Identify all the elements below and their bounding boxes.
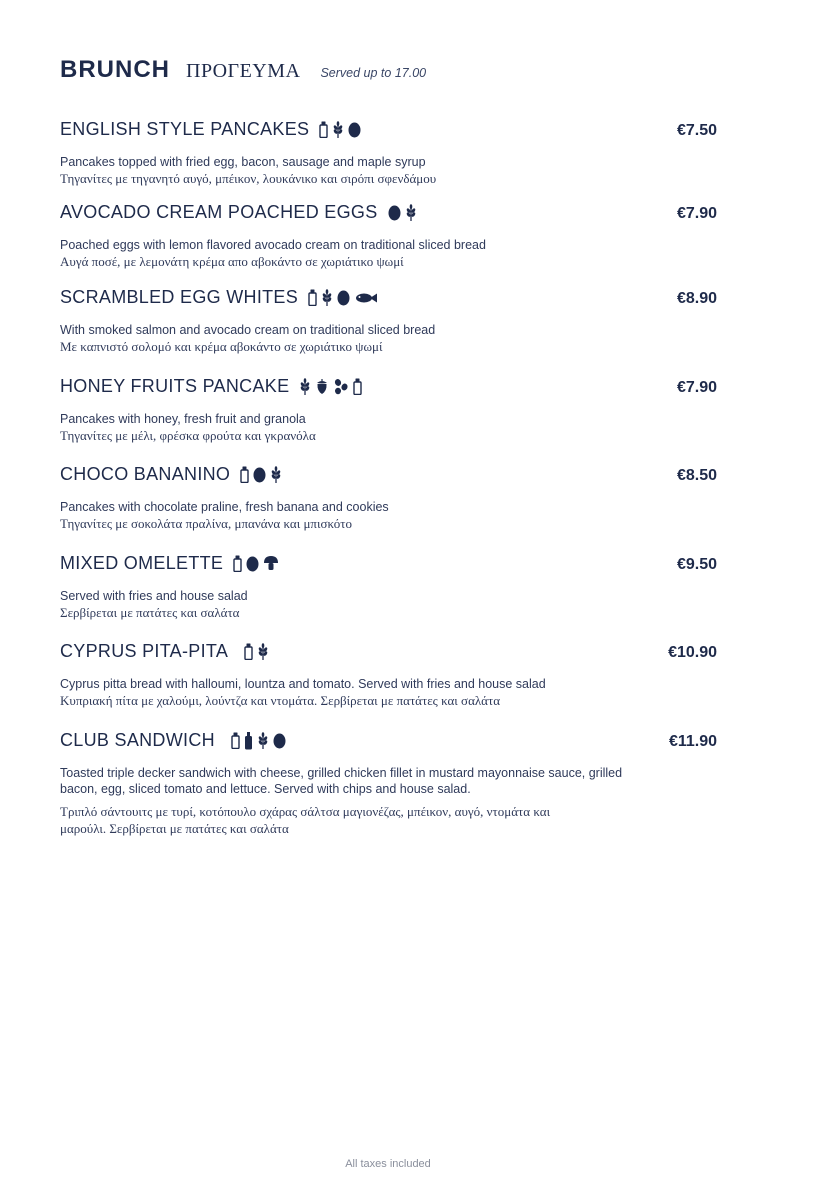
allergen-icons xyxy=(240,466,282,484)
section-title: BRUNCH xyxy=(60,56,170,83)
mushroom-icon xyxy=(263,555,279,572)
menu-item xyxy=(60,287,740,355)
section-title-greek: ΠΡΟΓΕΥΜΑ xyxy=(186,60,301,82)
item-description-en: Pancakes with chocolate praline, fresh banana and cookies xyxy=(60,500,389,514)
egg-icon xyxy=(337,289,350,306)
item-price: €11.90 xyxy=(668,733,717,750)
menu-item xyxy=(60,202,740,270)
item-description-gr: Αυγά ποσέ, με λεμονάτη κρέμα απο αβοκάντο σε χωριάτικο ψωμί xyxy=(60,254,404,269)
tax-note: All taxes included xyxy=(345,1158,431,1170)
item-description-gr: Με καπνιστό σολομό και κρέμα αβοκάντο σε χωριάτικο ψωμί xyxy=(60,339,383,354)
gluten-icon xyxy=(405,204,417,222)
dairy-icon xyxy=(244,643,253,660)
item-price: €7.90 xyxy=(676,205,717,222)
gluten-icon xyxy=(257,732,269,750)
item-price: €7.90 xyxy=(676,379,717,396)
menu-item xyxy=(60,730,740,837)
dairy-icon xyxy=(319,121,328,138)
item-description-en: Pancakes topped with fried egg, bacon, sausage and maple syrup xyxy=(60,155,426,169)
item-price: €10.90 xyxy=(668,644,717,661)
item-description-en: Poached eggs with lemon flavored avocado cream on traditional sliced bread xyxy=(60,238,486,252)
item-description-gr: Τριπλό σάντουιτς με τυρί, κοτόπουλο σχάρας σάλτσα μαγιονέζας, μπέικον, αυγό, ντομάτα και μαρούλι. Σερβίρεται με πατάτες και σαλάτα xyxy=(60,804,551,836)
dairy-icon xyxy=(240,466,249,483)
seeds-icon xyxy=(333,378,349,395)
item-description-gr: Κυπριακή πίτα με χαλούμι, λούντζα και ντομάτα. Σερβίρεται με πατάτες και σαλάτα xyxy=(60,693,501,708)
dairy-icon xyxy=(233,555,242,572)
item-price: €8.90 xyxy=(676,290,717,307)
gluten-icon xyxy=(257,643,269,661)
allergen-icons xyxy=(299,378,362,396)
mustard-icon xyxy=(244,732,253,750)
dairy-icon xyxy=(231,732,240,749)
fish-icon xyxy=(354,291,378,305)
item-name: CHOCO BANANINO xyxy=(60,464,231,484)
item-description-gr: Τηγανίτες με σοκολάτα πραλίνα, μπανάνα και μπισκότο xyxy=(60,516,352,531)
egg-icon xyxy=(253,466,266,483)
item-price: €8.50 xyxy=(676,467,717,484)
gluten-icon xyxy=(332,121,344,139)
item-price: €9.50 xyxy=(676,556,717,573)
item-name: CYPRUS PITA-PITA xyxy=(60,641,229,661)
item-name: ENGLISH STYLE PANCAKES xyxy=(60,119,310,139)
menu-item xyxy=(60,641,740,709)
menu-item xyxy=(60,464,740,532)
egg-icon xyxy=(246,555,259,572)
menu-header xyxy=(60,56,426,84)
item-price: €7.50 xyxy=(676,122,717,139)
allergen-icons xyxy=(244,643,269,661)
gluten-icon xyxy=(299,378,311,396)
egg-icon xyxy=(388,204,401,221)
dairy-icon xyxy=(353,378,362,395)
gluten-icon xyxy=(270,466,282,484)
dairy-icon xyxy=(308,289,317,306)
item-name: MIXED OMELETTE xyxy=(60,553,224,573)
allergen-icons xyxy=(231,732,286,750)
item-description-gr: Τηγανίτες με μέλι, φρέσκα φρούτα και γκρανόλα xyxy=(60,428,316,443)
item-name: SCRAMBLED EGG WHITES xyxy=(60,287,299,307)
menu-item xyxy=(60,553,740,621)
item-description-en: Pancakes with honey, fresh fruit and granola xyxy=(60,412,306,426)
allergen-icons xyxy=(319,121,361,139)
item-description-en: Cyprus pitta bread with halloumi, lountza and tomato. Served with fries and house salad xyxy=(60,677,546,691)
item-name: AVOCADO CREAM POACHED EGGS xyxy=(60,202,378,222)
allergen-icons xyxy=(308,289,378,307)
allergen-icons xyxy=(388,204,417,222)
nuts-icon xyxy=(315,378,329,395)
item-name: HONEY FRUITS PANCAKE xyxy=(60,376,290,396)
item-description-en: Served with fries and house salad xyxy=(60,589,248,603)
item-description-en: Toasted triple decker sandwich with cheese, grilled chicken fillet in mustard mayonnaise sauce, grilled bacon, egg, sliced tomato and lettuce. Served with chips and house salad. xyxy=(60,766,623,796)
item-description-gr: Τηγανίτες με τηγανητό αυγό, μπέικον, λουκάνικο και σιρόπι σφενδάμου xyxy=(60,171,437,186)
menu-item xyxy=(60,119,740,187)
menu-item xyxy=(60,376,740,444)
item-description-en: With smoked salmon and avocado cream on traditional sliced bread xyxy=(60,323,436,337)
allergen-icons xyxy=(233,555,279,572)
served-hours: Served up to 17.00 xyxy=(320,66,427,80)
item-name: CLUB SANDWICH xyxy=(60,730,215,750)
gluten-icon xyxy=(321,289,333,307)
egg-icon xyxy=(348,121,361,138)
egg-icon xyxy=(273,732,286,749)
item-description-gr: Σερβίρεται με πατάτες και σαλάτα xyxy=(60,605,240,620)
